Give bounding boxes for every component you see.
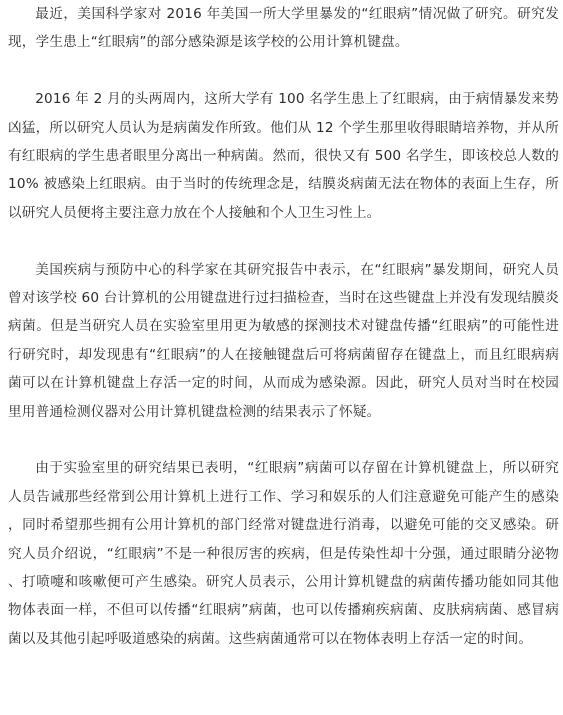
paragraph-3: 美国疾病与预防中心的科学家在其研究报告中表示，在“红眼病”暴发期间，研究人员曾对该学校 60 台计算机的公用键盘进行过扫描检查，当时在这些键盘上并没有发现结膜炎病菌。但是当研究人员在实验室里用更为敏感的探测技术对键盘传播“红眼病”的可能性进行研究时，却发现患有“红眼病”的人在接触键盘后可将病菌留存在键盘上，而且红眼病病菌可以在计算机键盘上存活一定的时间，从而成为感染源。因此，研究人员对当时在校园里用普通检测仪器对公用计算机键盘检测的结果表示了怀疑。 (8, 261, 559, 420)
paragraph-4: 由于实验室里的研究结果已表明，“红眼病”病菌可以存留在计算机键盘上，所以研究人员告诫那些经常到公用计算机上进行工作、学习和娱乐的人们注意避免可能产生的感染，同时希望那些拥有公用计算机的部门经常对键盘进行消毒，以避免可能的交叉感染。研究人员介绍说，“红眼病”不是一种很厉害的疾病，但是传染性却十分强，通过眼睛分泌物、打喷嚏和咳嗽便可产生感染。研究人员表示，公用计算机键盘的病菌传播功能如同其他物体表面一样，不但可以传播“红眼病”病菌，也可以传播痢疾病菌、皮肤病病菌、感冒病菌以及其他引起呼吸道感染的病菌。这些病菌通常可以在物体表明上存活一定的时间。 (8, 460, 559, 647)
article-page (8, 0, 559, 715)
paragraph-1: 最近，美国科学家对 2016 年美国一所大学里暴发的“红眼病”情况做了研究。研究发现，学生患上“红眼病”的部分感染源是该学校的公用计算机键盘。 (8, 6, 559, 51)
paragraph-2: 2016 年 2 月的头两周内，这所大学有 100 名学生患上了红眼病，由于病情暴发来势凶猛，所以研究人员认为是病菌发作所致。他们从 12 个学生那里收得眼睛培养物，并从所有红眼病的学生患者眼里分离出一种病菌。然而，很快又有 500 名学生，即该校总人数的 10% 被感染上红眼病。由于当时的传统理念是，结膜炎病菌无法在物体的表面上生存，所以研究人员便将主要注意力放在个人接触和个人卫生习性上。 (8, 91, 559, 221)
